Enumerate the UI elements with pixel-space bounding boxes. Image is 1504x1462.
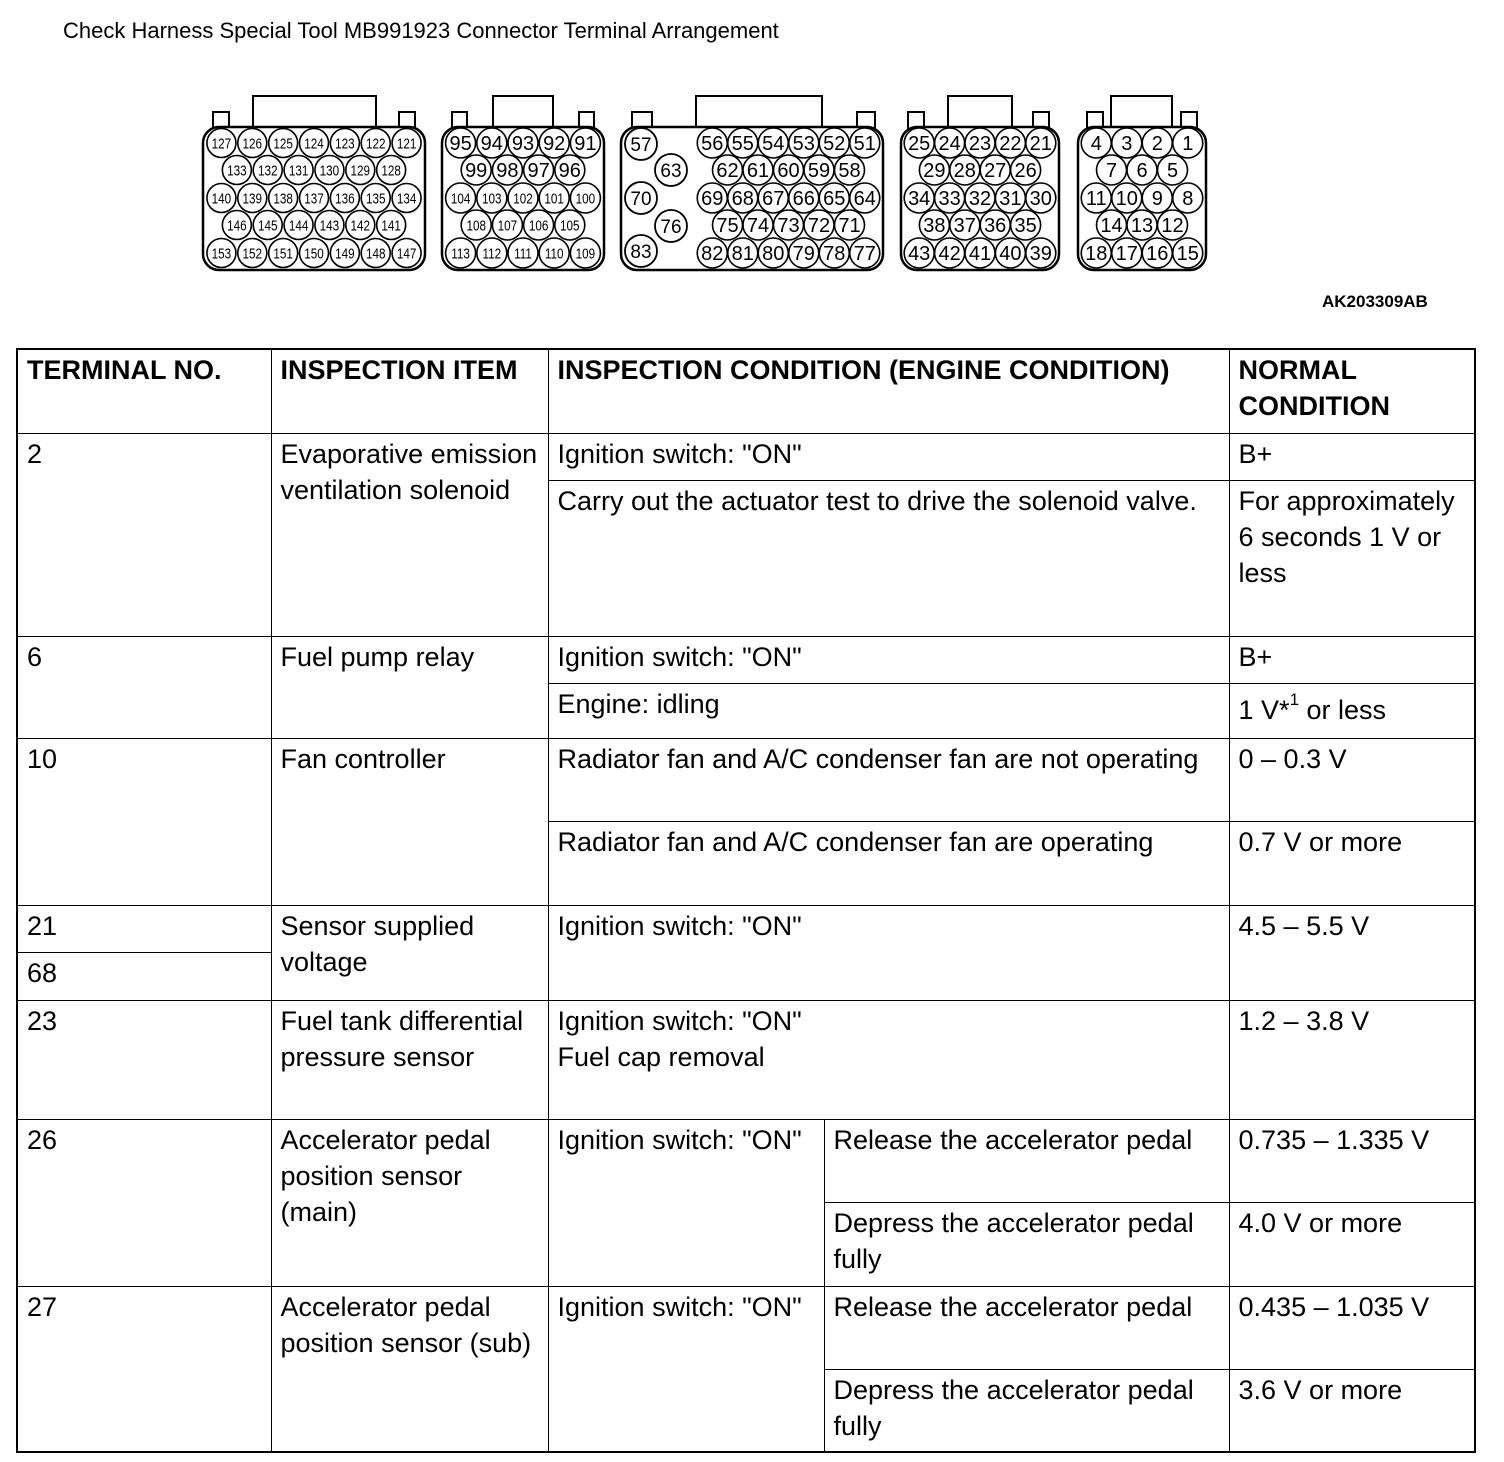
normal-condition: For approximately 6 seconds 1 V or less bbox=[1229, 480, 1475, 636]
normal-condition: 1.2 – 3.8 V bbox=[1229, 1000, 1475, 1119]
page-title: Check Harness Special Tool MB991923 Connector Terminal Arrangement bbox=[63, 18, 779, 43]
terminal-number: 59 bbox=[807, 160, 831, 183]
terminal-number: 110 bbox=[544, 245, 564, 262]
terminal-number: 112 bbox=[482, 245, 502, 262]
terminal-number: 153 bbox=[211, 245, 232, 262]
connector-group bbox=[203, 96, 1206, 270]
terminal-number: 23 bbox=[968, 133, 992, 156]
table-row bbox=[17, 433, 1475, 480]
table-row bbox=[17, 738, 1475, 821]
normal-condition: 4.0 V or more bbox=[1229, 1202, 1475, 1286]
terminal-number: 94 bbox=[480, 133, 503, 156]
terminal-number: 72 bbox=[807, 215, 831, 238]
terminal-number: 130 bbox=[319, 162, 340, 179]
terminal-number: 37 bbox=[953, 215, 976, 238]
terminal-number: 26 bbox=[1014, 160, 1037, 183]
terminal-number: 54 bbox=[762, 133, 785, 156]
terminal-number: 66 bbox=[792, 188, 815, 211]
figure-code: AK203309AB bbox=[1322, 292, 1428, 311]
terminal-number: 35 bbox=[1014, 215, 1037, 238]
inspection-condition: Ignition switch: "ON" bbox=[548, 433, 1229, 480]
header-normal-condition: NORMAL CONDITION bbox=[1229, 349, 1475, 433]
terminal-number: 61 bbox=[746, 160, 770, 183]
terminal-number: 9 bbox=[1151, 188, 1163, 211]
terminal-number: 122 bbox=[365, 135, 386, 152]
terminal-no: 6 bbox=[17, 636, 271, 738]
normal-condition: 0 – 0.3 V bbox=[1229, 738, 1475, 821]
terminal-number: 63 bbox=[660, 161, 682, 182]
header-terminal-no: TERMINAL NO. bbox=[17, 349, 271, 433]
terminal-number: 142 bbox=[350, 217, 371, 234]
terminal-number: 98 bbox=[496, 160, 519, 183]
normal-condition: 0.7 V or more bbox=[1229, 821, 1475, 905]
terminal-number: 102 bbox=[513, 190, 533, 207]
terminal-number: 126 bbox=[242, 135, 263, 152]
terminal-number: 137 bbox=[304, 190, 324, 207]
terminal-no: 68 bbox=[17, 952, 271, 1000]
terminal-number: 125 bbox=[273, 135, 293, 152]
inspection-subcondition: Depress the accelerator pedal fully bbox=[824, 1202, 1229, 1286]
terminal-number: 51 bbox=[853, 133, 876, 156]
terminal-number: 138 bbox=[273, 190, 293, 207]
terminal-number: 25 bbox=[908, 133, 931, 156]
terminal-number: 65 bbox=[823, 188, 846, 211]
normal-condition: 0.435 – 1.035 V bbox=[1229, 1286, 1475, 1369]
terminal-number: 16 bbox=[1146, 243, 1169, 266]
normal-condition: B+ bbox=[1229, 433, 1475, 480]
inspection-condition: Carry out the actuator test to drive the solenoid valve. bbox=[548, 480, 1229, 636]
terminal-number: 91 bbox=[574, 133, 597, 156]
terminal-number: 113 bbox=[451, 245, 470, 262]
terminal-number: 10 bbox=[1115, 188, 1138, 211]
terminal-number: 145 bbox=[257, 217, 278, 234]
terminal-number: 133 bbox=[227, 162, 247, 179]
connector bbox=[203, 96, 425, 270]
inspection-subcondition: Depress the accelerator pedal fully bbox=[824, 1369, 1229, 1452]
terminal-number: 143 bbox=[319, 217, 340, 234]
terminal-number: 34 bbox=[908, 188, 931, 211]
terminal-number: 22 bbox=[999, 133, 1022, 156]
terminal-number: 33 bbox=[938, 188, 961, 211]
inspection-item: Accelerator pedal position sensor (sub) bbox=[271, 1286, 548, 1452]
terminal-number: 27 bbox=[984, 160, 1007, 183]
normal-condition bbox=[1229, 683, 1475, 738]
terminal-number: 17 bbox=[1115, 243, 1138, 266]
terminal-number: 74 bbox=[746, 215, 770, 238]
table-row bbox=[17, 1119, 1475, 1202]
terminal-number: 21 bbox=[1029, 133, 1052, 156]
terminal-number: 64 bbox=[853, 188, 876, 211]
inspection-item: Fuel tank differential pressure sensor bbox=[271, 1000, 548, 1119]
terminal-number: 76 bbox=[660, 217, 682, 238]
terminal-number: 79 bbox=[792, 243, 815, 266]
table-row bbox=[17, 905, 1475, 952]
terminal-number: 38 bbox=[923, 215, 946, 238]
terminal-number: 60 bbox=[777, 160, 800, 183]
connector-key bbox=[253, 96, 376, 129]
terminal-number: 62 bbox=[716, 160, 739, 183]
terminal-number: 139 bbox=[242, 190, 263, 207]
terminal-number: 100 bbox=[575, 190, 596, 207]
terminal-number: 13 bbox=[1130, 215, 1154, 238]
terminal-number: 92 bbox=[543, 133, 566, 156]
terminal-number: 150 bbox=[304, 245, 324, 262]
terminal-number: 56 bbox=[701, 133, 724, 156]
terminal-number: 31 bbox=[999, 188, 1022, 211]
terminal-number: 77 bbox=[853, 243, 876, 266]
inspection-condition: Ignition switch: "ON" bbox=[548, 636, 1229, 683]
normal-condition: 0.735 – 1.335 V bbox=[1229, 1119, 1475, 1202]
terminal-no: 27 bbox=[17, 1286, 271, 1452]
terminal-number: 141 bbox=[381, 217, 401, 234]
terminal-number: 11 bbox=[1085, 188, 1107, 211]
footnote-marker: 1 bbox=[1289, 689, 1300, 709]
terminal-number: 41 bbox=[968, 243, 992, 266]
terminal-number: 148 bbox=[365, 245, 386, 262]
inspection-condition: Ignition switch: "ON" bbox=[548, 1119, 824, 1286]
terminal-number: 32 bbox=[968, 188, 992, 211]
terminal-number: 4 bbox=[1090, 133, 1102, 156]
terminal-number: 6 bbox=[1136, 160, 1148, 183]
terminal-number: 97 bbox=[527, 160, 550, 183]
inspection-item: Evaporative emission ventilation solenoid bbox=[271, 433, 548, 636]
terminal-number: 71 bbox=[838, 215, 861, 238]
terminal-number: 105 bbox=[560, 217, 580, 234]
normal-condition: 4.5 – 5.5 V bbox=[1229, 905, 1475, 1000]
terminal-number: 149 bbox=[335, 245, 355, 262]
terminal-number: 1 bbox=[1182, 133, 1194, 156]
inspection-item: Sensor supplied voltage bbox=[271, 905, 548, 1000]
terminal-number: 58 bbox=[838, 160, 861, 183]
terminal-number: 108 bbox=[466, 217, 486, 234]
connector-key bbox=[1111, 96, 1172, 129]
terminal-number: 28 bbox=[953, 160, 976, 183]
terminal-no: 10 bbox=[17, 738, 271, 905]
terminal-number: 140 bbox=[211, 190, 232, 207]
terminal-number: 104 bbox=[450, 190, 471, 207]
terminal-number: 96 bbox=[558, 160, 581, 183]
terminal-number: 36 bbox=[984, 215, 1007, 238]
terminal-number: 134 bbox=[396, 190, 417, 207]
terminal-number: 101 bbox=[544, 190, 564, 207]
terminal-number: 128 bbox=[381, 162, 401, 179]
terminal-number: 135 bbox=[365, 190, 386, 207]
terminal-number: 132 bbox=[257, 162, 278, 179]
terminal-number: 67 bbox=[762, 188, 785, 211]
terminal-no: 21 bbox=[17, 905, 271, 952]
inspection-condition: Radiator fan and A/C condenser fan are operating bbox=[548, 821, 1229, 905]
terminal-number: 73 bbox=[777, 215, 800, 238]
terminal-number: 80 bbox=[762, 243, 785, 266]
terminal-number: 52 bbox=[823, 133, 846, 156]
terminal-number: 144 bbox=[288, 217, 309, 234]
terminal-number: 53 bbox=[792, 133, 815, 156]
inspection-condition: Engine: idling bbox=[548, 683, 1229, 738]
inspection-subcondition: Release the accelerator pedal bbox=[824, 1119, 1229, 1202]
terminal-number: 95 bbox=[449, 133, 472, 156]
terminal-number: 99 bbox=[465, 160, 488, 183]
terminal-number: 107 bbox=[497, 217, 518, 234]
table-header-row bbox=[17, 349, 1475, 433]
terminal-number: 12 bbox=[1161, 215, 1184, 238]
terminal-number: 131 bbox=[288, 162, 309, 179]
inspection-item: Fan controller bbox=[271, 738, 548, 905]
terminal-number: 24 bbox=[938, 133, 961, 156]
terminal-number: 78 bbox=[823, 243, 846, 266]
terminal-number: 57 bbox=[630, 135, 652, 156]
terminal-number: 30 bbox=[1029, 188, 1052, 211]
terminal-number: 42 bbox=[938, 243, 961, 266]
condition-line: Ignition switch: "ON" bbox=[557, 1005, 802, 1036]
table-row bbox=[17, 1000, 1475, 1119]
terminal-number: 83 bbox=[630, 242, 652, 263]
terminal-number: 8 bbox=[1182, 188, 1194, 211]
terminal-number: 123 bbox=[335, 135, 355, 152]
terminal-number: 5 bbox=[1166, 160, 1179, 183]
terminal-number: 43 bbox=[908, 243, 931, 266]
terminal-no: 23 bbox=[17, 1000, 271, 1119]
terminal-number: 129 bbox=[350, 162, 371, 179]
terminal-number: 81 bbox=[731, 243, 754, 266]
normal-condition-text: or less bbox=[1299, 694, 1387, 725]
terminal-number: 14 bbox=[1100, 215, 1123, 238]
connector-key bbox=[493, 96, 553, 129]
table-row bbox=[17, 636, 1475, 683]
connector-key bbox=[696, 96, 822, 129]
inspection-condition: Ignition switch: "ON" bbox=[548, 1286, 824, 1452]
header-inspection-condition: INSPECTION CONDITION (ENGINE CONDITION) bbox=[548, 349, 1229, 433]
terminal-number: 39 bbox=[1029, 243, 1052, 266]
terminal-number: 68 bbox=[731, 188, 754, 211]
normal-condition: 3.6 V or more bbox=[1229, 1369, 1475, 1452]
terminal-number: 40 bbox=[999, 243, 1022, 266]
terminal-number: 121 bbox=[396, 135, 417, 152]
terminal-number: 15 bbox=[1176, 243, 1199, 266]
inspection-condition: Ignition switch: "ON" bbox=[548, 905, 1229, 1000]
inspection-condition: Radiator fan and A/C condenser fan are not operating bbox=[548, 738, 1229, 821]
terminal-number: 147 bbox=[396, 245, 417, 262]
terminal-number: 29 bbox=[923, 160, 946, 183]
terminal-number: 152 bbox=[242, 245, 263, 262]
terminal-number: 82 bbox=[701, 243, 724, 266]
normal-condition-text: 1 V* bbox=[1238, 694, 1290, 725]
terminal-number: 151 bbox=[273, 245, 293, 262]
connector bbox=[1078, 96, 1206, 270]
connector bbox=[901, 96, 1059, 270]
terminal-number: 18 bbox=[1085, 243, 1108, 266]
table-row bbox=[17, 1286, 1475, 1369]
terminal-number: 70 bbox=[630, 189, 652, 210]
inspection-condition bbox=[548, 1000, 1229, 1119]
terminal-number: 103 bbox=[482, 190, 502, 207]
connector bbox=[621, 96, 883, 270]
terminal-number: 69 bbox=[701, 188, 724, 211]
terminal-no: 26 bbox=[17, 1119, 271, 1286]
inspection-subcondition: Release the accelerator pedal bbox=[824, 1286, 1229, 1369]
connector-terminal-diagram bbox=[0, 0, 1504, 290]
terminal-number: 124 bbox=[304, 135, 324, 152]
inspection-item: Fuel pump relay bbox=[271, 636, 548, 738]
terminal-no: 2 bbox=[17, 433, 271, 636]
terminal-number: 127 bbox=[211, 135, 232, 152]
terminal-number: 106 bbox=[528, 217, 549, 234]
inspection-item: Accelerator pedal position sensor (main) bbox=[271, 1119, 548, 1286]
terminal-number: 146 bbox=[227, 217, 247, 234]
terminal-number: 7 bbox=[1105, 160, 1118, 183]
terminal-number: 75 bbox=[716, 215, 739, 238]
terminal-number: 55 bbox=[731, 133, 754, 156]
terminal-number: 2 bbox=[1151, 133, 1163, 156]
connector-key bbox=[948, 96, 1012, 129]
condition-line: Fuel cap removal bbox=[557, 1041, 765, 1072]
terminal-number: 3 bbox=[1121, 133, 1133, 156]
inspection-table bbox=[16, 348, 1476, 1453]
terminal-number: 136 bbox=[335, 190, 355, 207]
connector bbox=[442, 96, 604, 270]
header-inspection-item: INSPECTION ITEM bbox=[271, 349, 548, 433]
terminal-number: 109 bbox=[575, 245, 596, 262]
terminal-number: 93 bbox=[511, 133, 535, 156]
terminal-number: 111 bbox=[514, 245, 532, 262]
normal-condition: B+ bbox=[1229, 636, 1475, 683]
